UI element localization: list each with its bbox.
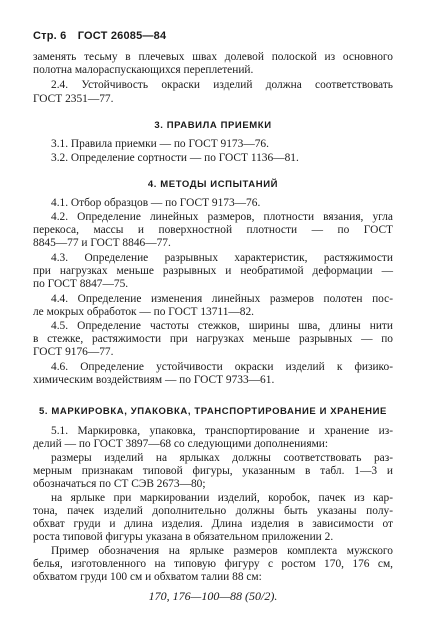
list-item-label-line-2: тона, пачек изделий дополнительно должны быть указаны полу- — [33, 505, 393, 517]
paragraph-3-1: 3.1. Правила приемки — по ГОСТ 9173—76. — [51, 138, 269, 150]
paragraph-2-4-line-2: ГОСТ 2351—77. — [33, 93, 114, 105]
standard-number: ГОСТ 26085—84 — [77, 30, 167, 42]
list-item-sizes-line-2: мерным признакам типовой фигуры, указанным в табл. 1—3 и — [33, 465, 393, 477]
list-item-sizes-line-3: обозначаться по СТ СЭВ 2673—80; — [33, 478, 206, 490]
paragraph-4-3-line-1: 4.3. Определение разрывных характеристик, растяжимости — [51, 252, 393, 264]
list-item-label-line-1: на ярлыке при маркировании изделий, коробок, пачек из кар- — [51, 492, 393, 504]
paragraph-4-2-line-1: 4.2. Определение линейных размеров, плотности вязания, угла — [51, 211, 393, 223]
intro-line-2: полотна малораспускающихся переплетений. — [33, 64, 254, 76]
paragraph-4-6-line-1: 4.6. Определение устойчивости окраски изделий к физико- — [51, 361, 393, 373]
intro-line-1: заменять тесьму в плечевых швах долевой полоской из основного — [33, 51, 393, 63]
paragraph-2-4-line-1: 2.4. Устойчивость окраски изделий должна соответствовать — [51, 79, 393, 91]
list-item-label-line-3: обхват груди и длина изделия. Длина изделия в зависимости от — [33, 518, 393, 530]
paragraph-4-5-line-3: ГОСТ 9176—77. — [33, 346, 114, 358]
section-5-heading: 5. МАРКИРОВКА, УПАКОВКА, ТРАНСПОРТИРОВАНИЕ И ХРАНЕНИЕ — [39, 406, 387, 417]
paragraph-4-4-line-2: ле мокрых обработок — по ГОСТ 13711—82. — [33, 306, 255, 318]
example-line-1: Пример обозначения на ярлыке размеров комплекта мужского — [51, 545, 393, 557]
page-header — [33, 30, 174, 42]
paragraph-4-4-line-1: 4.4. Определение изменения линейных размеров полотен пос- — [51, 293, 393, 305]
section-4-heading: 4. МЕТОДЫ ИСПЫТАНИЙ — [147, 179, 279, 190]
list-item-label-line-4: роста типовой фигуры указана в обязательном приложении 2. — [33, 531, 334, 543]
section-3-heading: 3. ПРАВИЛА ПРИЕМКИ — [154, 120, 272, 131]
paragraph-4-5-line-1: 4.5. Определение частоты стежков, ширины шва, длины нити — [51, 320, 393, 332]
paragraph-4-5-line-2: в стежке, растяжимости при нагрузках меньше разрывных — по — [33, 333, 393, 345]
paragraph-4-2-line-2: перекоса, массы и поверхностной плотности — по ГОСТ — [33, 224, 393, 236]
paragraph-5-1-line-2: делий — по ГОСТ 3897—68 со следующими дополнениями: — [33, 438, 329, 450]
size-designation-example: 170, 176—100—88 (50/2). — [148, 589, 278, 603]
example-line-2: белья, изготовленного на типовую фигуру с ростом 170, 176 см, — [33, 558, 393, 570]
paragraph-4-1: 4.1. Отбор образцов — по ГОСТ 9173—76. — [51, 197, 261, 209]
paragraph-3-2: 3.2. Определение сортности — по ГОСТ 1136—81. — [51, 152, 299, 164]
page-number: Стр. 6 — [33, 30, 67, 42]
paragraph-4-2-line-3: 8845—77 и ГОСТ 8846—77. — [33, 237, 171, 249]
paragraph-5-1-line-1: 5.1. Маркировка, упаковка, транспортирование и хранение из- — [51, 425, 393, 437]
paragraph-4-3-line-2: при нагрузках меньше разрывных и необратимой деформации — — [33, 265, 393, 277]
paragraph-4-6-line-2: химическим воздействиям — по ГОСТ 9733—61. — [33, 374, 275, 386]
paragraph-4-3-line-3: по ГОСТ 8847—75. — [33, 278, 129, 290]
example-line-3: обхватом груди 100 см и обхватом талии 88 см: — [33, 571, 262, 583]
list-item-sizes-line-1: размеры изделий на ярлыках должны соответствовать раз- — [51, 452, 393, 464]
